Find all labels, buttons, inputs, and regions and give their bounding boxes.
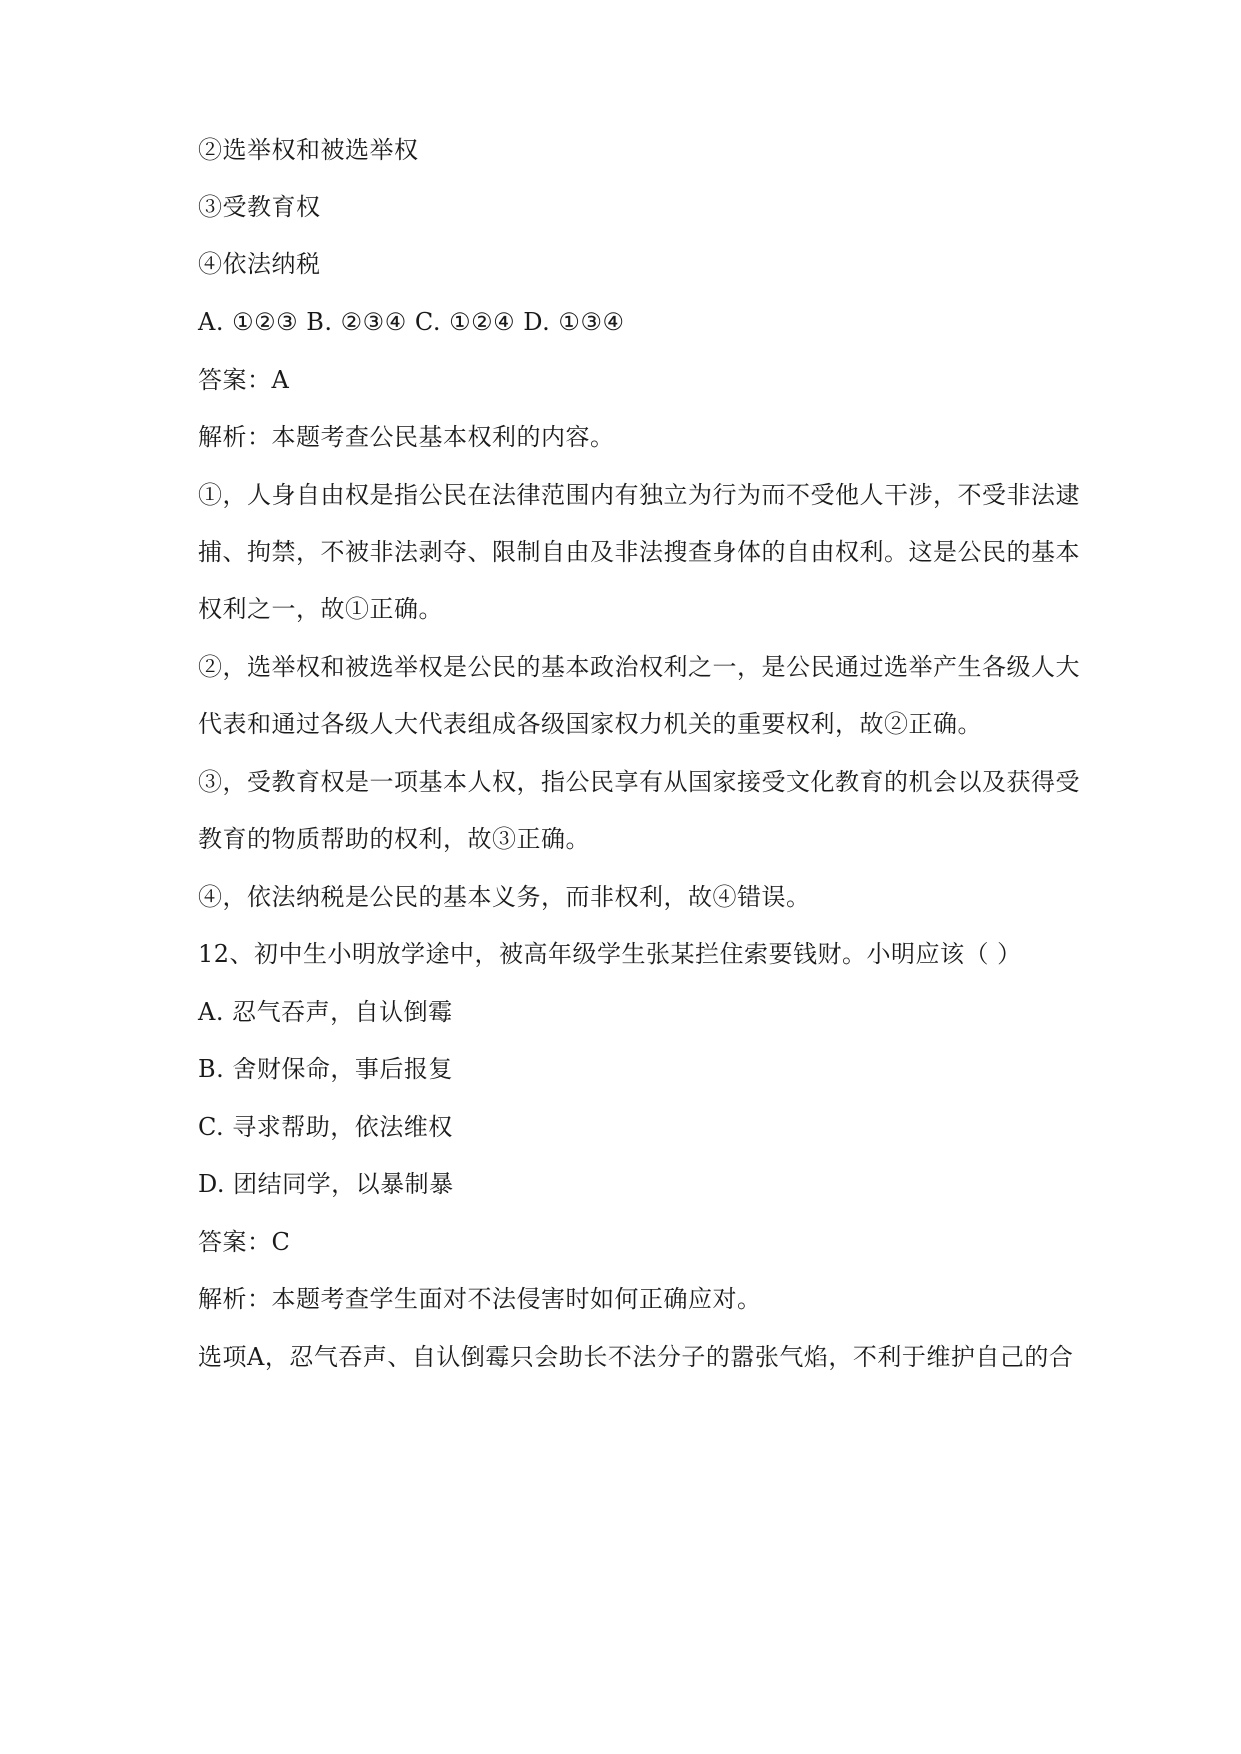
analysis-heading: 解析：本题考查公民基本权利的内容。 (198, 423, 615, 451)
analysis-paragraph-line: ①，人身自由权是指公民在法律范围内有独立为行为而不受他人干涉，不受非法逮 (198, 481, 1080, 509)
analysis-paragraph-line: ③，受教育权是一项基本人权，指公民享有从国家接受文化教育的机会以及获得受 (198, 768, 1080, 796)
analysis-paragraph-line: 权利之一，故①正确。 (198, 595, 443, 623)
question-12-option-d: D. 团结同学，以暴制暴 (198, 1170, 454, 1198)
option-line-4: ④依法纳税 (198, 250, 321, 278)
question-12-answer: 答案：C (198, 1228, 291, 1256)
analysis-paragraph-line: 捕、拘禁，不被非法剥夺、限制自由及非法搜查身体的自由权利。这是公民的基本 (198, 538, 1080, 566)
analysis-paragraph-line: 教育的物质帮助的权利，故③正确。 (198, 825, 590, 853)
option-line-2: ②选举权和被选举权 (198, 136, 419, 164)
question-12-analysis-heading: 解析：本题考查学生面对不法侵害时如何正确应对。 (198, 1285, 762, 1313)
question-12-stem: 12、初中生小明放学途中，被高年级学生张某拦住索要钱财。小明应该（ ） (198, 940, 1022, 968)
question-12-option-a: A. 忍气吞声，自认倒霉 (198, 998, 453, 1026)
question-12-analysis-line: 选项A，忍气吞声、自认倒霉只会助长不法分子的嚣张气焰，不利于维护自己的合 (198, 1343, 1074, 1371)
question-12-option-b: B. 舍财保命，事后报复 (198, 1055, 453, 1083)
analysis-paragraph-line: ④，依法纳税是公民的基本义务，而非权利，故④错误。 (198, 883, 811, 911)
answer-line: 答案：A (198, 366, 290, 394)
option-line-3: ③受教育权 (198, 193, 321, 221)
analysis-paragraph-line: ②，选举权和被选举权是公民的基本政治权利之一，是公民通过选举产生各级人大 (198, 653, 1080, 681)
question-12-option-c: C. 寻求帮助，依法维权 (198, 1113, 453, 1141)
analysis-paragraph-line: 代表和通过各级人大代表组成各级国家权力机关的重要权利，故②正确。 (198, 710, 982, 738)
choice-options-line: A. ①②③ B. ②③④ C. ①②④ D. ①③④ (198, 308, 625, 336)
